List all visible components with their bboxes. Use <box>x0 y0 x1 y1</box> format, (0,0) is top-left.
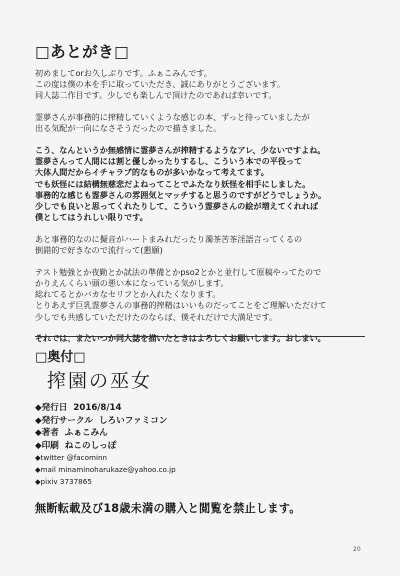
afterword-paragraph: それでは、またいつか同人誌を描いたときはよろしくお願いします。おしまい。 <box>35 333 326 344</box>
colophon-label: ◆発行日 <box>35 403 68 413</box>
afterword-heading: □あとがき□ <box>35 43 130 61</box>
colophon-label: ◆pixiv <box>35 476 58 486</box>
colophon-value: @facominn <box>66 453 108 463</box>
colophon-item <box>35 452 176 464</box>
colophon-item <box>35 440 176 453</box>
afterword-paragraph: あと事務的なのに擬音がハートまみれだったり濁茶苦茶淫語言ってくるの 倒錯的で好きなので流行って(懇願) <box>35 233 303 256</box>
colophon-value: 3737865 <box>59 476 92 486</box>
colophon-value: ふぁこみん <box>64 428 108 439</box>
colophon-label: ◆発行サークル <box>35 415 93 426</box>
afterword-paragraph: 霊夢さんが事務的に搾精していくような感じの本、ずっと待っていましたが 出る気配が一向になさそうだったので描きました。 <box>35 112 310 134</box>
page-number: 20 <box>353 546 361 553</box>
colophon-label: ◆mail <box>35 465 56 475</box>
colophon-value: 2016/8/14 <box>73 403 122 413</box>
afterword-paragraph: こう、なんというか無感情に霊夢さんが搾精するようなアレ、少ないですよね。 霊夢さんって人間には割と優しかったりするし、こういう本での平役って 大体人間だからイチャラブ的なものが多いかなって考えてます。 でも妖怪には結構無慈悲だよねってことでふたなり妖怪を相手にしました。 事務的な感じも霊夢さんの雰囲気とマッチすると思うのですがどうでしょうか。 少しでも良いと思ってくれたりして、こういう霊夢さんの絵が増えてくれれば 僕としてはうれしい限りです。 <box>35 145 327 223</box>
book-title: 搾園の巫女 <box>47 370 153 392</box>
colophon-label: ◆著者 <box>35 428 59 439</box>
colophon-value: しろいファミコン <box>98 415 168 426</box>
afterword-paragraph: 初めましてorお久しぶりです。ふぁこみんです。 この度は僕の本を手に取っていただき、誠にありがとうございます。 同人誌二作目です。少しでも楽しんで頂けたのであれば幸いです。 <box>35 68 285 101</box>
colophon-heading: □奥付□ <box>35 350 86 365</box>
section-divider <box>35 336 365 337</box>
colophon-item <box>35 415 176 428</box>
colophon-item <box>35 427 176 440</box>
colophon-value: minaminoharukaze@yahoo.co.jp <box>58 465 176 475</box>
colophon-value: ねこのしっぽ <box>64 440 117 451</box>
colophon-item <box>35 402 176 415</box>
afterword-body <box>35 68 375 355</box>
colophon-item <box>35 476 176 488</box>
afterword-paragraph: テスト勉強とか夜勤とか試法の準備とかpso2とかと並行して原稿やってたので かりえんくらい頭の悪い本になっている気がします。 総れてるとかバカなセリフとか入れたくなります。 とりあえず巨乳霊夢さんの事務的搾精はいいものだってことをご理解いただけて 少しでも共感していただけたのならば、僕それだけで大満足です。 <box>35 266 327 322</box>
colophon-label: ◆印刷 <box>35 440 59 451</box>
colophon-list <box>35 402 176 488</box>
prohibition-notice: 無断転載及び18歳未満の購入と閲覧を禁止します。 <box>35 502 301 515</box>
colophon-item <box>35 464 176 476</box>
colophon-label: ◆twitter <box>35 453 65 463</box>
